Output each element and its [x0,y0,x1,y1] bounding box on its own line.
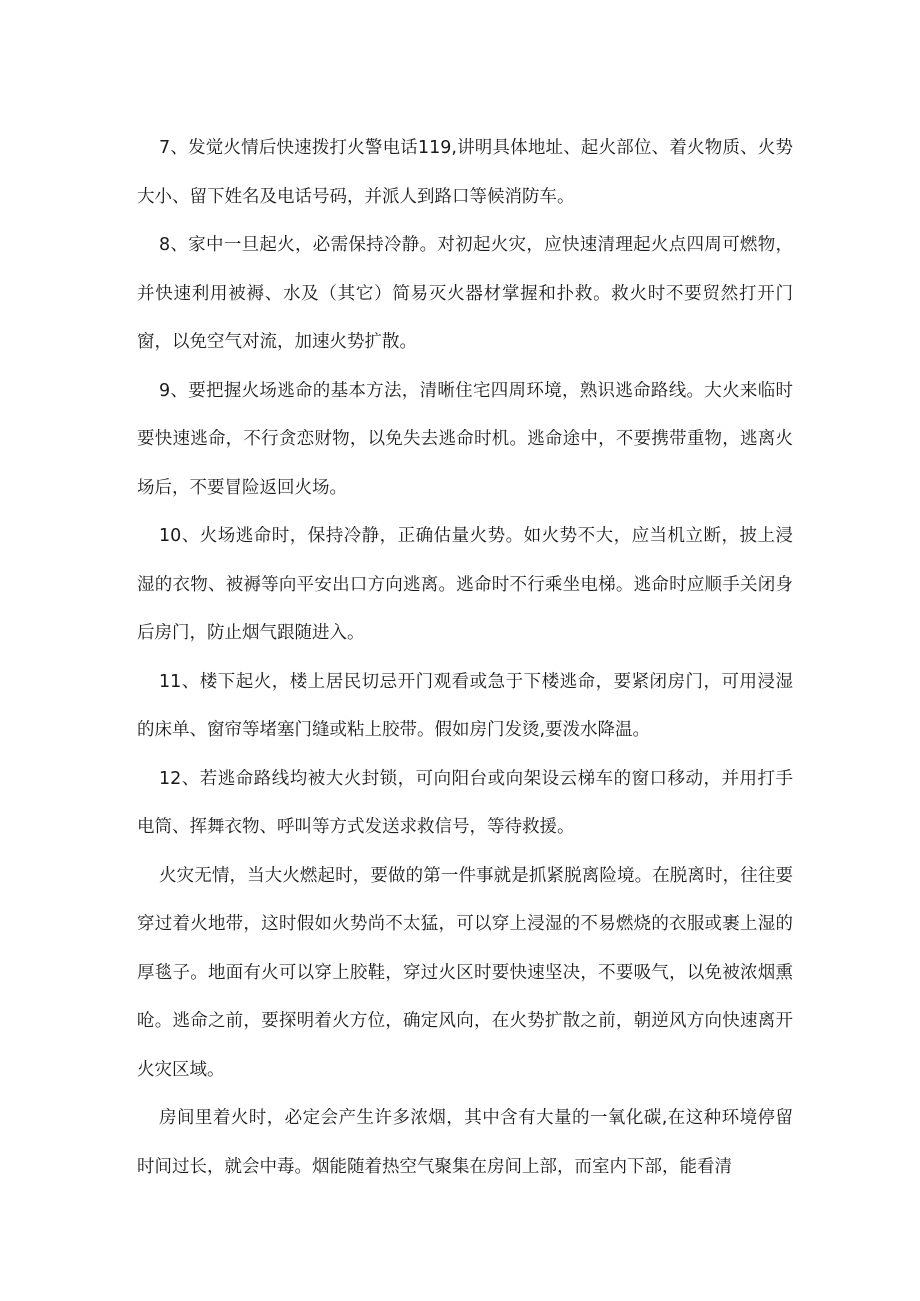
paragraph-item-11: 11、楼下起火，楼上居民切忌开门观看或急于下楼逃命，要紧闭房门，可用浸湿的床单、窗帘等堵塞门缝或粘上胶带。假如房门发烫,要泼水降温。 [137,671,793,740]
paragraph-item-7: 7、发觉火情后快速拨打火警电话119,讲明具体地址、起火部位、着火物质、火势大小、留下姓名及电话号码，并派人到路口等候消防车。 [137,138,793,207]
paragraph-item-10: 10、火场逃命时，保持冷静，正确估量火势。如火势不大，应当机立断，披上浸湿的衣物、被褥等向平安出口方向逃离。逃命时不行乘坐电梯。逃命时应顺手关闭身后房门，防止烟气跟随进入。 [137,526,793,643]
paragraph-item-9: 9、要把握火场逃命的基本方法，清晰住宅四周环境，熟识逃命路线。大火来临时要快速逃命，不行贪恋财物，以免失去逃命时机。逃命途中，不要携带重物，逃离火场后，不要冒险返回火场。 [137,380,793,498]
paragraph-fire-escape: 火灾无情，当大火燃起时，要做的第一件事就是抓紧脱离险境。在脱离时，往往要穿过着火地带，这时假如火势尚不太猛，可以穿上浸湿的不易燃烧的衣服或裹上湿的厚毯子。地面有火可以穿上胶鞋，穿过火区时要快速坚决，不要吸气，以免被浓烟熏呛。逃命之前，要探明着火方位，确定风向，在火势扩散之前，朝逆风方向快速离开火灾区域。 [137,865,793,1080]
paragraph-item-12: 12、若逃命路线均被大火封锁，可向阳台或向架设云梯车的窗口移动，并用打手电筒、挥舞衣物、呼叫等方式发送求救信号，等待救援。 [137,768,793,837]
paragraph-smoke: 房间里着火时，必定会产生许多浓烟，其中含有大量的一氧化碳,在这种环境停留时间过长，就会中毒。烟能随着热空气聚集在房间上部，而室内下部，能看清 [137,1108,793,1177]
document-body [137,124,793,1191]
paragraph-item-8: 8、家中一旦起火，必需保持冷静。对初起火灾，应快速清理起火点四周可燃物，并快速利用被褥、水及（其它）简易灭火器材掌握和扑救。救火时不要贸然打开门窗，以免空气对流，加速火势扩散。 [137,235,793,352]
